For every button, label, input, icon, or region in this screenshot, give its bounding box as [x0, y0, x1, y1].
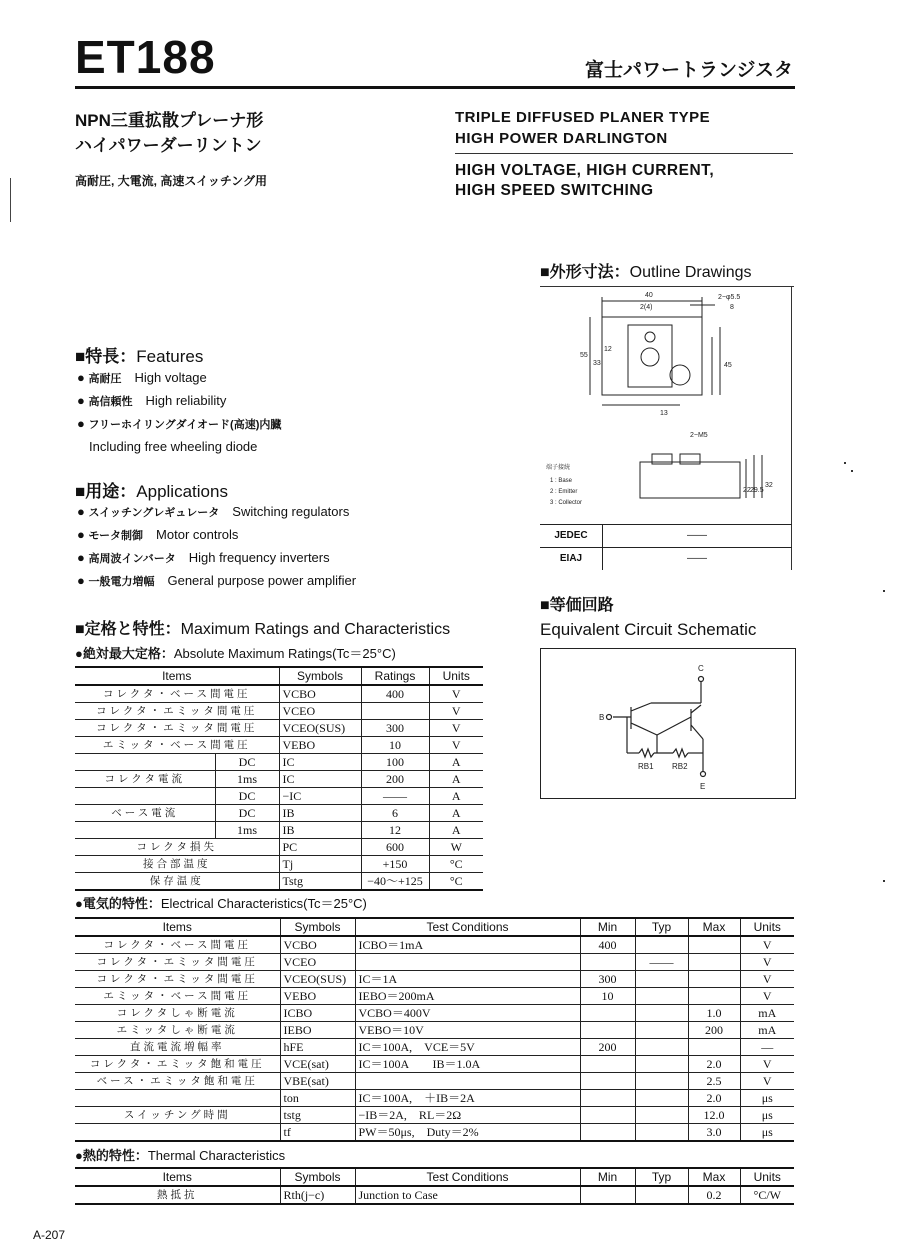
max-cell: 1.0 [688, 1005, 740, 1022]
item-cell: エミッタ・ベース間電圧 [75, 737, 279, 754]
table-row [75, 685, 483, 703]
features-heading-en: Features [136, 347, 204, 366]
svg-text:3 : Collector: 3 : Collector [550, 500, 583, 506]
rating-cell: 300 [361, 720, 429, 737]
item-cell: 接合部温度 [75, 856, 279, 873]
symbol-cell: IC [279, 754, 361, 771]
unit-cell: μs [740, 1107, 794, 1124]
table-row [75, 856, 483, 873]
symbol-cell: VCEO [280, 954, 355, 971]
sub-cell: 1ms [215, 771, 279, 788]
rating-cell: 10 [361, 737, 429, 754]
svg-text:RB1: RB1 [638, 762, 654, 771]
symbol-cell: Rth(j−c) [280, 1186, 355, 1204]
table-row [75, 1090, 794, 1107]
eiaj-label: EIAJ [540, 548, 603, 570]
svg-text:13: 13 [660, 410, 668, 417]
max-cell: 2.0 [688, 1090, 740, 1107]
unit-cell: V [740, 1073, 794, 1090]
ratings-heading [75, 616, 450, 639]
unit-cell: — [740, 1039, 794, 1056]
max-cell: 2.0 [688, 1056, 740, 1073]
table-row [75, 737, 483, 754]
item-cell: エミッタしゃ断電流 [75, 1022, 280, 1039]
condition-cell: Junction to Case [355, 1186, 580, 1204]
list-item: ● 高耐圧 High voltage [77, 370, 207, 385]
applications-heading-en: Applications [136, 482, 228, 501]
symbol-cell: Tj [279, 856, 361, 873]
unit-cell: V [740, 936, 794, 954]
item-cell: コレクタ・エミッタ間電圧 [75, 703, 279, 720]
min-cell [580, 1090, 635, 1107]
min-cell: 200 [580, 1039, 635, 1056]
table-row [75, 971, 794, 988]
symbol-cell: tstg [280, 1107, 355, 1124]
typ-cell [635, 1107, 688, 1124]
min-cell [580, 1124, 635, 1142]
svg-text:8: 8 [730, 304, 734, 311]
scan-speck [883, 880, 885, 882]
item-cell: コレクタ・ベース間電圧 [75, 936, 280, 954]
unit-cell: V [740, 954, 794, 971]
rating-cell: 6 [361, 805, 429, 822]
unit-cell: V [740, 1056, 794, 1073]
table-row [75, 839, 483, 856]
typ-cell [635, 1005, 688, 1022]
svg-text:33: 33 [593, 360, 601, 367]
jp-subtitle-line-2: ハイパワーダーリントン [75, 136, 262, 155]
rating-cell: +150 [361, 856, 429, 873]
max-cell: 3.0 [688, 1124, 740, 1142]
scan-speck [851, 470, 853, 472]
typ-cell [635, 1090, 688, 1107]
mount-hole-icon [641, 348, 659, 366]
typ-cell [635, 988, 688, 1005]
equivalent-circuit [541, 649, 793, 796]
jp-uses: 高耐圧, 大電流, 高速スイッチング用 [75, 174, 268, 188]
unit-cell: μs [740, 1124, 794, 1142]
item-cell: コレクタ損失 [75, 839, 279, 856]
condition-cell: VEBO＝10V [355, 1022, 580, 1039]
condition-cell [355, 1073, 580, 1090]
min-cell: 10 [580, 988, 635, 1005]
unit-cell: W [429, 839, 483, 856]
sub-cell: DC [215, 805, 279, 822]
min-cell [580, 1073, 635, 1090]
svg-text:E: E [700, 782, 706, 791]
table-row [75, 1073, 794, 1090]
package-top-view [602, 317, 702, 395]
item-cell: コレクタ電流 [75, 771, 215, 788]
unit-cell: V [740, 988, 794, 1005]
svg-text:B: B [599, 713, 605, 722]
svg-text:29.5: 29.5 [750, 487, 764, 494]
max-cell [688, 971, 740, 988]
min-cell [580, 1056, 635, 1073]
item-cell: コレクタ・エミッタ飽和電圧 [75, 1056, 280, 1073]
part-number: ET188 [75, 31, 216, 83]
en-type-line-2: HIGH POWER DARLINGTON [455, 130, 668, 147]
rating-cell: 600 [361, 839, 429, 856]
en-high-voltage [455, 161, 714, 201]
max-cell [688, 954, 740, 971]
thermal-table: Items Symbols Test Conditions Min Typ Max Units 熱抵抗 Rth(j−c) Junction to Case 0.2 °C/W [75, 1167, 794, 1205]
symbol-cell: PC [279, 839, 361, 856]
unit-cell: A [429, 822, 483, 839]
condition-cell: IC＝100A, VCE＝5V [355, 1039, 580, 1056]
symbol-cell: IEBO [280, 1022, 355, 1039]
terminal-icon [670, 365, 690, 385]
symbol-cell: VCBO [279, 685, 361, 703]
en-rule [455, 153, 793, 154]
condition-cell: −IB＝2A, RL＝2Ω [355, 1107, 580, 1124]
max-cell [688, 988, 740, 1005]
circuit-heading-jp: ■等価回路 [540, 597, 614, 614]
table-row [75, 822, 483, 839]
applications-list [77, 501, 356, 593]
item-cell [75, 788, 215, 805]
unit-cell: V [740, 971, 794, 988]
typ-cell: —— [635, 954, 688, 971]
max-cell: 2.5 [688, 1073, 740, 1090]
list-item: ● 一般電力増幅 General purpose power amplifier [77, 573, 357, 588]
svg-text:端子接続: 端子接続 [546, 465, 571, 471]
min-cell: 300 [580, 971, 635, 988]
electrical-caption: ●電気的特性：Electrical Characteristics(Tc＝25°C) [75, 896, 367, 911]
item-cell: コレクタ・ベース間電圧 [75, 685, 279, 703]
table-row [75, 1039, 794, 1056]
jp-subtitle-line-1: NPN三重拡散プレーナ形 [75, 111, 264, 130]
list-item: ● モータ制御 Motor controls [77, 527, 239, 542]
unit-cell: V [429, 685, 483, 703]
symbol-cell: VCEO(SUS) [279, 720, 361, 737]
unit-cell: V [429, 737, 483, 754]
unit-cell: °C/W [740, 1186, 794, 1204]
resistor-rb1-icon [639, 749, 654, 757]
pin-legend [546, 463, 582, 506]
page-number: A-207 [33, 1228, 66, 1242]
typ-cell [635, 1073, 688, 1090]
list-item: Including free wheeling diode [89, 439, 258, 454]
symbol-cell: ICBO [280, 1005, 355, 1022]
list-item: ● 高信頼性 High reliability [77, 393, 227, 408]
table-row [75, 754, 483, 771]
item-cell: コレクタ・エミッタ間電圧 [75, 954, 280, 971]
item-cell: ベース・エミッタ飽和電圧 [75, 1073, 280, 1090]
condition-cell: IC＝100A, ＋IB＝2A [355, 1090, 580, 1107]
circuit-heading-en: Equivalent Circuit Schematic [540, 620, 757, 639]
features-list [77, 367, 281, 457]
unit-cell: °C [429, 856, 483, 873]
en-type-line-1: TRIPLE DIFFUSED PLANER TYPE [455, 109, 711, 126]
table-row [75, 720, 483, 737]
symbol-cell: VEBO [280, 988, 355, 1005]
svg-text:C: C [698, 664, 704, 673]
item-cell [75, 822, 215, 839]
rating-cell: 200 [361, 771, 429, 788]
unit-cell: A [429, 805, 483, 822]
jp-subtitle [75, 108, 263, 158]
item-cell: 熱抵抗 [75, 1186, 280, 1204]
jedec-value: —— [602, 525, 792, 548]
symbol-cell: VCEO [279, 703, 361, 720]
max-cell [688, 1039, 740, 1056]
abs-max-table: Items Symbols Ratings Units コレクタ・ベース間電圧 VCBO 400 V コレクタ・エミッタ間電圧 VCEO V コレクタ・エミッタ間電圧 VCEO(SUS) 300 V エミッタ・ベース間電圧 VEBO 10 V DC IC 100 A コレクタ電流 1ms IC 200 A DC −IC —— A ベース電流 DC IB 6 A 1ms IB 12 A コレクタ損失 PC 600 W 接合部温度 Tj +150 °C 保存温度 Tstg −40～+125 °C [75, 666, 483, 891]
electrical-table: Items Symbols Test Conditions Min Typ Max Units コレクタ・ベース間電圧 VCBO ICBO＝1mA 400 V コレクタ・エミッタ間電圧 VCEO —— V コレクタ・エミッタ間電圧 VCEO(SUS) IC＝1A 300 V エミッタ・ベース間電圧 VEBO IEBO＝200mA 10 V コレクタしゃ断電流 ICBO VCBO＝400V 1.0 mA エミッタしゃ断電流 IEBO VEBO＝10V 200 mA 直流電流増幅率 hFE IC＝100A, VCE＝5V 200 — コレクタ・エミッタ飽和電圧 VCE(sat) IC＝100A IB＝1.0A 2.0 V ベース・エミッタ飽和電圧 VBE(sat) 2.5 V ton IC＝100A, ＋IB＝2A 2.0 μs スイッチング時間 tstg −IB＝2A, RL＝2Ω 12.0 μs tf PW＝50μs, Duty＝2% 3.0 μs [75, 917, 794, 1142]
max-cell [688, 936, 740, 954]
sub-cell: 1ms [215, 822, 279, 839]
symbol-cell: IB [279, 805, 361, 822]
symbol-cell: tf [280, 1124, 355, 1142]
min-cell: 400 [580, 936, 635, 954]
condition-cell: VCBO＝400V [355, 1005, 580, 1022]
unit-cell: °C [429, 873, 483, 891]
symbol-cell: VCBO [280, 936, 355, 954]
header-rule [75, 86, 795, 89]
min-cell [580, 1022, 635, 1039]
max-cell: 0.2 [688, 1186, 740, 1204]
condition-cell: ICBO＝1mA [355, 936, 580, 954]
min-cell [580, 954, 635, 971]
rating-cell: −40～+125 [361, 873, 429, 891]
item-cell: コレクタしゃ断電流 [75, 1005, 280, 1022]
list-item: ● スイッチングレギュレータ Switching regulators [77, 504, 350, 519]
rating-cell: 12 [361, 822, 429, 839]
package-side-view [640, 462, 740, 498]
en-type [455, 107, 710, 149]
package-standards [540, 524, 792, 571]
condition-cell: IC＝1A [355, 971, 580, 988]
eiaj-value: —— [687, 553, 707, 564]
svg-text:45: 45 [724, 362, 732, 369]
applications-heading [75, 477, 228, 502]
margin-mark [10, 178, 11, 222]
item-cell: コレクタ・エミッタ間電圧 [75, 720, 279, 737]
item-cell: 直流電流増幅率 [75, 1039, 280, 1056]
svg-text:RB2: RB2 [672, 762, 688, 771]
table-row [75, 1005, 794, 1022]
table-row [75, 954, 794, 971]
resistor-rb2-icon [673, 749, 688, 757]
max-cell: 200 [688, 1022, 740, 1039]
rating-cell: —— [361, 788, 429, 805]
abs-max-caption: ●絶対最大定格：Absolute Maximum Ratings(Tc＝25°C) [75, 646, 396, 661]
table-row [75, 1124, 794, 1142]
svg-text:55: 55 [580, 352, 588, 359]
en-hv-line-2: HIGH SPEED SWITCHING [455, 182, 654, 199]
en-hv-line-1: HIGH VOLTAGE, HIGH CURRENT, [455, 162, 715, 179]
ratings-heading-jp: ■定格と特性： [75, 621, 181, 638]
outline-heading: ■外形寸法：Outline Drawings [540, 264, 752, 281]
table-row [75, 1107, 794, 1124]
typ-cell [635, 936, 688, 954]
features-heading [75, 342, 203, 367]
applications-heading-jp: ■用途： [75, 482, 137, 501]
typ-cell [635, 1056, 688, 1073]
rating-cell: 100 [361, 754, 429, 771]
symbol-cell: VCE(sat) [280, 1056, 355, 1073]
table-row [75, 1186, 794, 1204]
item-cell: エミッタ・ベース間電圧 [75, 988, 280, 1005]
jp-product-title: 富士パワートランジスタ [585, 60, 793, 81]
typ-cell [635, 1186, 688, 1204]
unit-cell: V [429, 720, 483, 737]
svg-text:40: 40 [645, 292, 653, 299]
min-cell [580, 1186, 635, 1204]
outline-drawing [540, 287, 794, 523]
item-cell: 保存温度 [75, 873, 279, 891]
scan-speck [883, 590, 885, 592]
typ-cell [635, 1039, 688, 1056]
table-row [75, 1056, 794, 1073]
rating-cell [361, 703, 429, 720]
typ-cell [635, 971, 688, 988]
condition-cell: IEBO＝200mA [355, 988, 580, 1005]
min-cell [580, 1005, 635, 1022]
condition-cell [355, 954, 580, 971]
sub-cell: DC [215, 754, 279, 771]
ratings-heading-en: Maximum Ratings and Characteristics [180, 621, 451, 638]
table-row [75, 936, 794, 954]
unit-cell: A [429, 771, 483, 788]
table-row [75, 788, 483, 805]
item-cell [75, 754, 215, 771]
svg-text:22: 22 [743, 487, 751, 494]
list-item: ● 高周波インバータ High frequency inverters [77, 550, 330, 565]
jedec-label: JEDEC [540, 525, 603, 548]
symbol-cell: VEBO [279, 737, 361, 754]
item-cell: スイッチング時間 [75, 1107, 280, 1124]
svg-text:12: 12 [604, 346, 612, 353]
condition-cell: IC＝100A IB＝1.0A [355, 1056, 580, 1073]
symbol-cell: IC [279, 771, 361, 788]
condition-cell: PW＝50μs, Duty＝2% [355, 1124, 580, 1142]
typ-cell [635, 1022, 688, 1039]
symbol-cell: hFE [280, 1039, 355, 1056]
table-row [75, 703, 483, 720]
symbol-cell: ton [280, 1090, 355, 1107]
table-row [75, 805, 483, 822]
sub-cell: DC [215, 788, 279, 805]
item-cell: コレクタ・エミッタ間電圧 [75, 971, 280, 988]
symbol-cell: IB [279, 822, 361, 839]
list-item: ● フリーホイリングダイオード(高速)内臓 [77, 416, 282, 431]
table-row [75, 771, 483, 788]
rating-cell: 400 [361, 685, 429, 703]
table-row [75, 873, 483, 891]
table-row [75, 1022, 794, 1039]
unit-cell: A [429, 754, 483, 771]
typ-cell [635, 1124, 688, 1142]
thermal-caption: ●熱的特性：Thermal Characteristics [75, 1148, 286, 1163]
symbol-cell: VCEO(SUS) [280, 971, 355, 988]
svg-text:2(4): 2(4) [640, 304, 653, 311]
svg-text:1 : Base: 1 : Base [550, 478, 573, 484]
symbol-cell: Tstg [279, 873, 361, 891]
max-cell: 12.0 [688, 1107, 740, 1124]
item-cell [75, 1124, 280, 1142]
svg-text:2 : Emitter: 2 : Emitter [550, 489, 578, 495]
unit-cell: mA [740, 1022, 794, 1039]
svg-text:32: 32 [765, 482, 773, 489]
min-cell [580, 1107, 635, 1124]
svg-text:2−φ5.5: 2−φ5.5 [718, 294, 741, 301]
item-cell [75, 1090, 280, 1107]
unit-cell: A [429, 788, 483, 805]
table-row [75, 988, 794, 1005]
svg-text:2−M5: 2−M5 [690, 432, 708, 439]
unit-cell: mA [740, 1005, 794, 1022]
unit-cell: V [429, 703, 483, 720]
unit-cell: μs [740, 1090, 794, 1107]
item-cell: ベース電流 [75, 805, 215, 822]
symbol-cell: −IC [279, 788, 361, 805]
scan-speck [844, 462, 846, 464]
features-heading-jp: ■特長： [75, 347, 137, 366]
symbol-cell: VBE(sat) [280, 1073, 355, 1090]
